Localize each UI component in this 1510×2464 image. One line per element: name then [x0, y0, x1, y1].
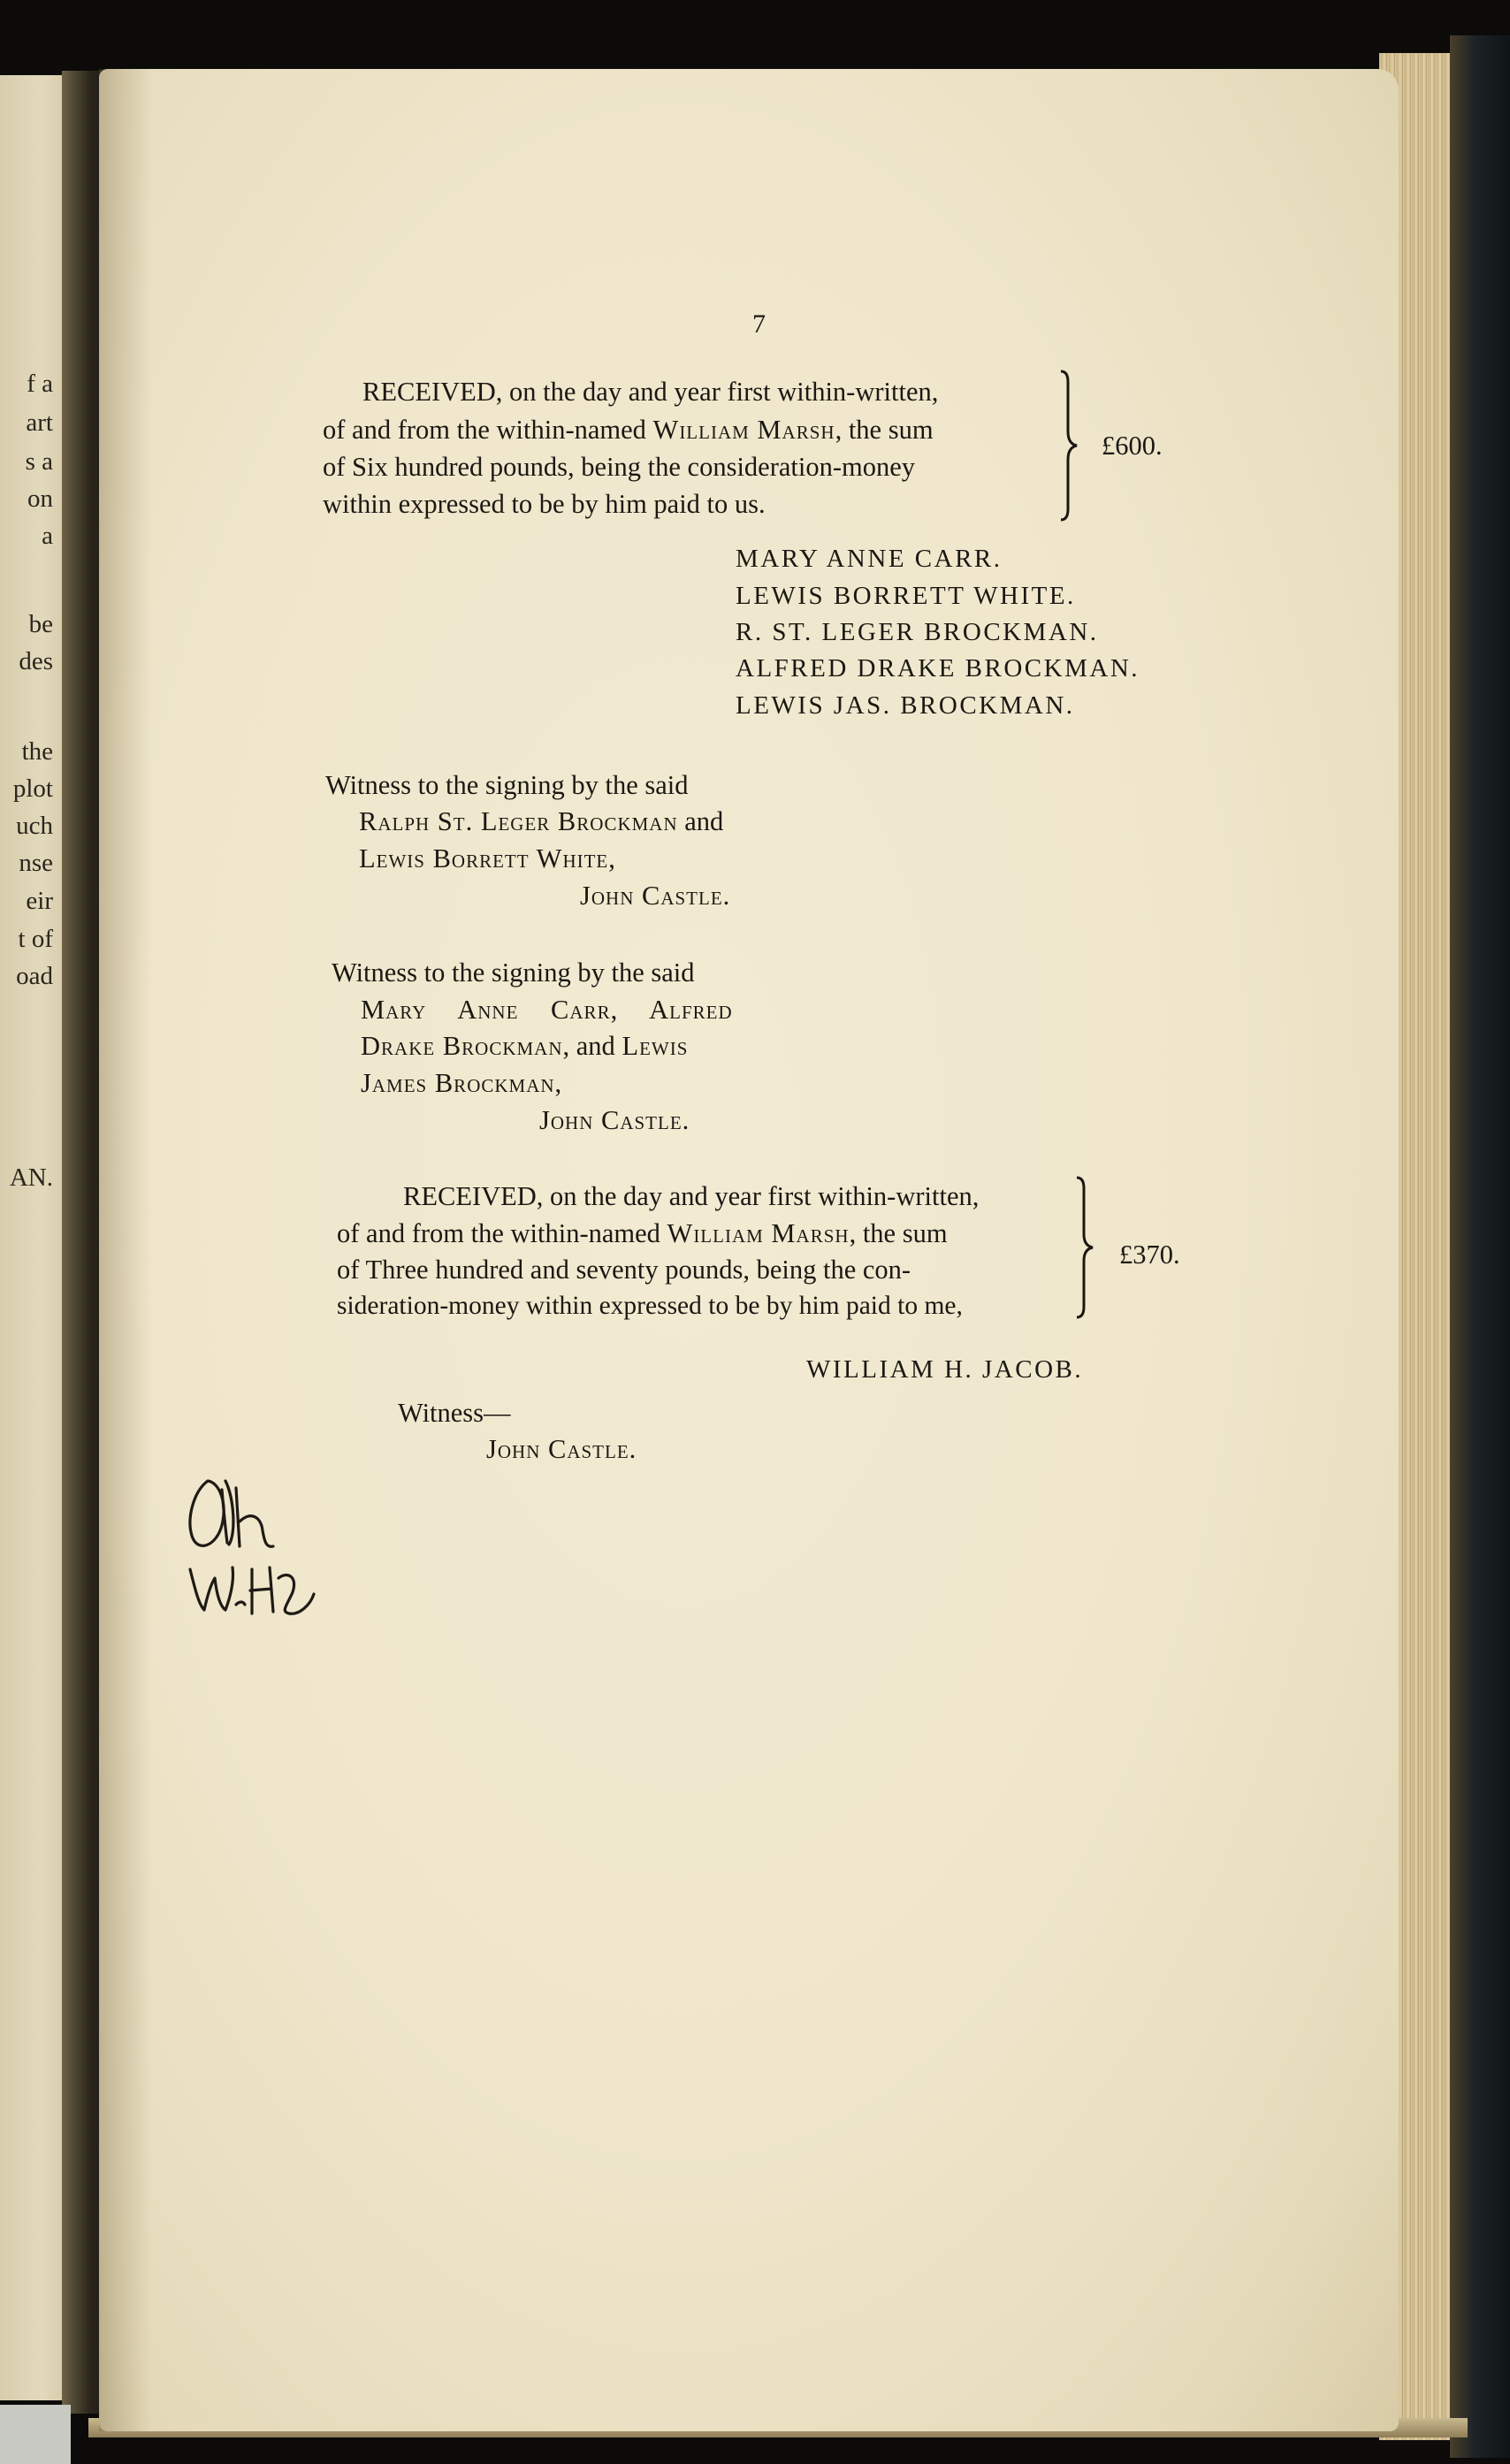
- left-fragment: be: [28, 610, 53, 638]
- witness-line: Mary Anne Carr, Alfred: [361, 995, 733, 1025]
- page-number: 7: [752, 309, 766, 339]
- left-fragment: art: [26, 408, 53, 437]
- receipt-amount: £370.: [1119, 1240, 1180, 1270]
- left-fragment: des: [19, 647, 53, 675]
- signatory: WILLIAM H. JACOB.: [806, 1355, 1084, 1384]
- receipt-line: of Three hundred and seventy pounds, being the con-: [337, 1255, 911, 1285]
- left-fragment: the: [21, 737, 53, 766]
- signatory: LEWIS JAS. BROCKMAN.: [736, 691, 1075, 720]
- witness-intro: Witness to the signing by the said: [332, 957, 695, 988]
- left-fragment: f a: [27, 370, 53, 398]
- receipt-brace: [1073, 1176, 1100, 1319]
- receipt-line: sideration-money within expressed to be by him paid to me,: [337, 1292, 963, 1320]
- witness-line: James Brockman,: [361, 1068, 562, 1098]
- receipt-line: of and from the within-named William Marsh, the sum: [323, 415, 934, 445]
- witness-name: John Castle.: [486, 1434, 637, 1464]
- gutter-shadow: [99, 69, 152, 2431]
- left-fragment: plot: [12, 774, 53, 803]
- left-fragment: t of: [18, 925, 53, 953]
- signatory: MARY ANNE CARR.: [736, 545, 1003, 573]
- left-fragment: uch: [16, 812, 53, 840]
- witness-line: Lewis Borrett White,: [359, 843, 615, 873]
- signatory: ALFRED DRAKE BROCKMAN.: [736, 654, 1140, 683]
- cover-edge: [1450, 35, 1510, 2458]
- receipt-line: RECEIVED, on the day and year first within-written,: [362, 377, 939, 407]
- signatory: LEWIS BORRETT WHITE.: [736, 582, 1076, 610]
- receipt-amount: £600.: [1102, 431, 1163, 461]
- left-fragment: on: [27, 484, 53, 513]
- left-fragment: a: [42, 522, 53, 550]
- witness-intro: Witness to the signing by the said: [325, 770, 689, 800]
- receipt-line: RECEIVED, on the day and year first within-written,: [403, 1181, 980, 1211]
- left-fragment: oad: [16, 962, 53, 990]
- receipt-line: of and from the within-named William Marsh, the sum: [337, 1218, 948, 1248]
- witness-line: Ralph St. Leger Brockman and: [359, 806, 724, 836]
- witness-name: John Castle.: [539, 1105, 690, 1135]
- handwritten-initials: [181, 1472, 323, 1631]
- scan-bed-strip: [0, 2405, 71, 2464]
- witness-line: Drake Brockman, and Lewis: [361, 1031, 689, 1061]
- signatory: R. ST. LEGER BROCKMAN.: [736, 618, 1099, 646]
- left-fragment: eir: [26, 887, 53, 915]
- receipt-brace: [1057, 370, 1084, 522]
- receipt-line: of Six hundred pounds, being the consideration-money: [323, 452, 916, 482]
- left-fragment: nse: [19, 849, 53, 877]
- witness-name: John Castle.: [580, 881, 731, 911]
- left-fragment: AN.: [9, 1163, 53, 1192]
- witness-label: Witness—: [398, 1398, 511, 1428]
- left-fragment: s a: [25, 447, 53, 476]
- receipt-line: within expressed to be by him paid to us.: [323, 489, 766, 519]
